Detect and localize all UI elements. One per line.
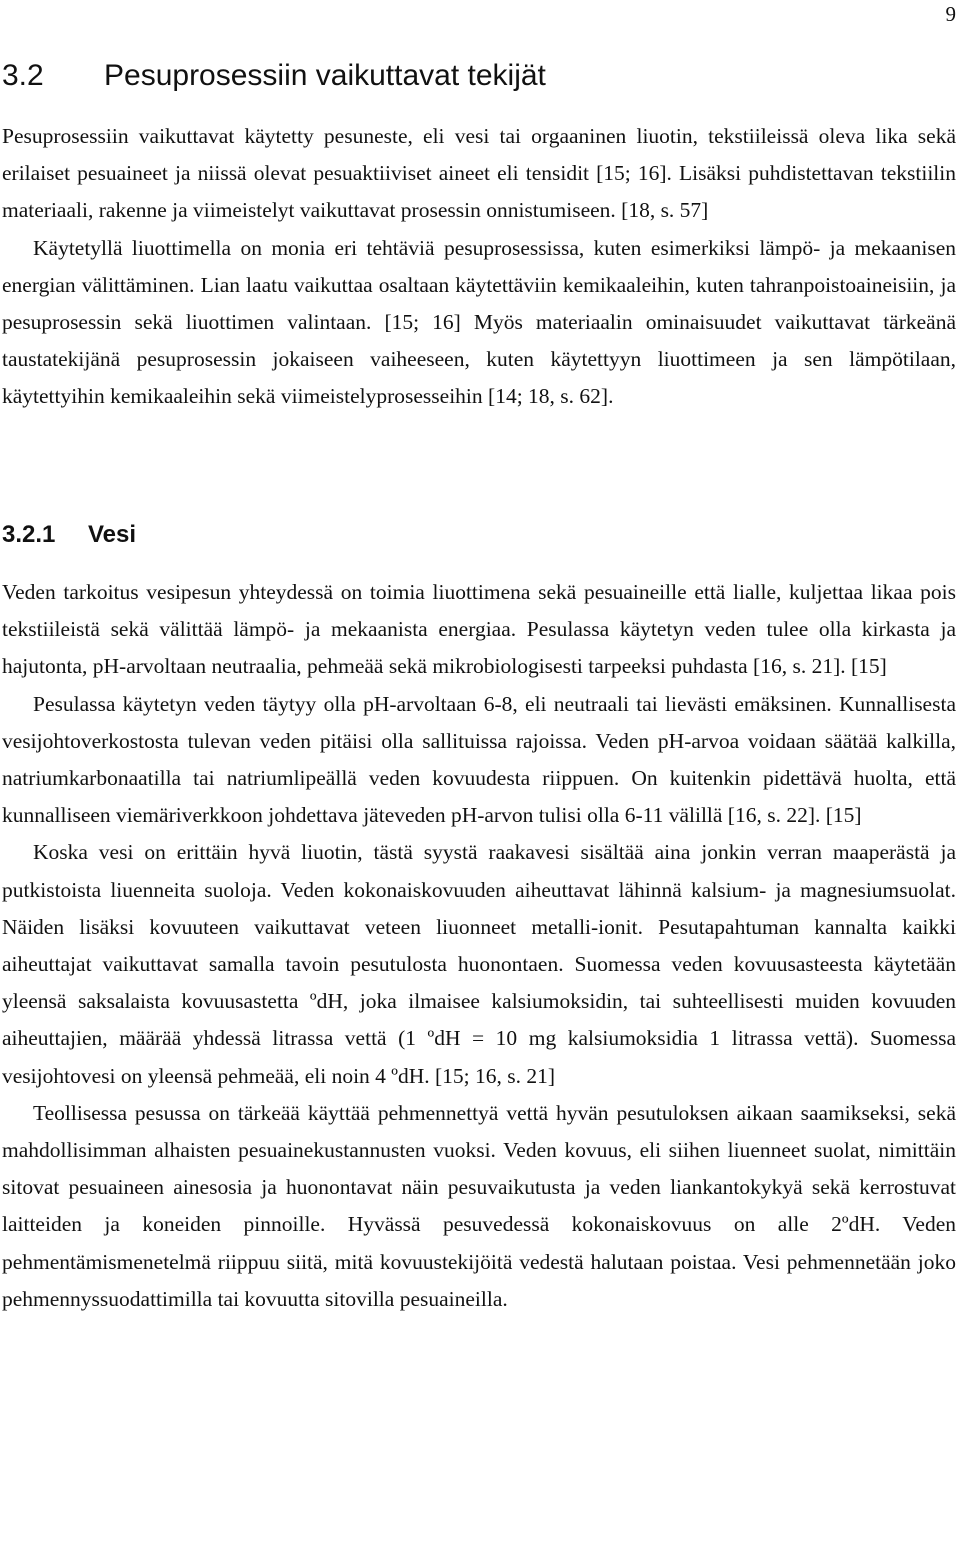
section-title: Pesuprosessiin vaikuttavat tekijät [104, 59, 546, 92]
page-number: 9 [945, 2, 956, 26]
subsection-title: Vesi [88, 521, 137, 548]
paragraph: Pesulassa käytetyn veden täytyy olla pH-arvoltaan 6-8, eli neutraali tai lievästi emäksinen. Kunnallisesta vesijohtoverkostosta tulevan veden pitäisi olla sallituissa rajoissa. Veden pH-arvoa voidaan säätää kalkilla, natriumkarbonaatilla tai natriumlipeällä veden kovuudesta riippuen. On kuitenkin pidettävä huolta, että kunnalliseen viemäriverkkoon johdettava jäteveden pH-arvon tulisi olla 6-11 välillä [16, s. 22]. [15] [2, 691, 956, 828]
section-body [2, 118, 956, 416]
paragraph: Teollisessa pesussa on tärkeää käyttää pehmennettyä vettä hyvän pesutuloksen aikaan saamikseksi, sekä mahdollisimman alhaisten pesuainekustannusten vuoksi. Veden kovuus, eli siihen liuenneet suolat, nimittäin sitovat pesuaineen ainesosia ja huonontavat näin pesuvaikutusta ja veden liankantokykyä sekä kerrostuvat laitteiden ja koneiden pinnoille. Hyvässä pesuvedessä kokonaiskovuus on alle 2ºdH. Veden pehmentämismenetelmä riippuu siitä, mitä kovuustekijöitä vedestä halutaan poistaa. Vesi pehmennetään joko pehmennyssuodattimilla tai kovuutta sitovilla pesuaineilla. [2, 1100, 956, 1311]
subsection-number: 3.2.1 [2, 521, 56, 548]
paragraph: Käytetyllä liuottimella on monia eri tehtäviä pesuprosessissa, kuten esimerkiksi lämpö- ja mekaanisen energian välittäminen. Lian laatu vaikuttaa osaltaan käytettäviin kemikaaleihin, kuten tahranpoistoaineisiin, ja pesuprosessin sekä liuottimen valintaan. [15; 16] Myös materiaalin ominaisuudet vaikuttavat tärkeänä taustatekijänä pesuprosessin jokaiseen vaiheeseen, kuten käytettyyn liuottimeen ja sen lämpötilaan, käytettyihin kemikaaleihin sekä viimeistelyprosesseihin [14; 18, s. 62]. [2, 235, 956, 409]
section-heading [2, 56, 546, 96]
paragraph: Pesuprosessiin vaikuttavat käytetty pesuneste, eli vesi tai orgaaninen liuotin, tekstiileissä oleva lika sekä erilaiset pesuaineet ja niissä olevat pesuaktiiviset aineet eli tensidit [15; 16]. Lisäksi puhdistettavan tekstiilin materiaali, rakenne ja viimeistelyt vaikuttavat prosessin onnistumiseen. [18, s. 57] [2, 124, 956, 223]
subsection-body [2, 574, 956, 1318]
subsection-heading [2, 517, 136, 553]
section-number: 3.2 [2, 59, 44, 92]
paragraph: Koska vesi on erittäin hyvä liuotin, tästä syystä raakavesi sisältää aina jonkin verran maaperästä ja putkistoista liuenneita suoloja. Veden kokonaiskovuuden aiheuttavat lähinnä kalsium- ja magnesiumsuolat. Näiden lisäksi kovuuteen vaikuttavat veteen liuonneet metalli-ionit. Pesutapahtuman kannalta kaikki aiheuttajat vaikuttavat samalla tavoin pesutulosta huonontaen. Suomessa veden kovuusasteesta käytetään yleensä saksalaista kovuusastetta ºdH, joka ilmaisee kalsiumoksidin, tai suhteellisesti muiden kovuuden aiheuttajien, määrää yhdessä litrassa vettä (1 ºdH = 10 mg kalsiumoksidia 1 litrassa vettä). Suomessa vesijohtovesi on yleensä pehmeää, eli noin 4 ºdH. [15; 16, s. 21] [2, 840, 956, 1088]
paragraph: Veden tarkoitus vesipesun yhteydessä on toimia liuottimena sekä pesuaineille että lialle, kuljettaa likaa pois tekstiileistä sekä välittää lämpö- ja mekaanista energiaa. Pesulassa käytetyn veden tulee olla kirkasta ja hajutonta, pH-arvoltaan neutraalia, pehmeää sekä mikrobiologisesti tarpeeksi puhdasta [16, s. 21]. [15] [2, 580, 956, 679]
